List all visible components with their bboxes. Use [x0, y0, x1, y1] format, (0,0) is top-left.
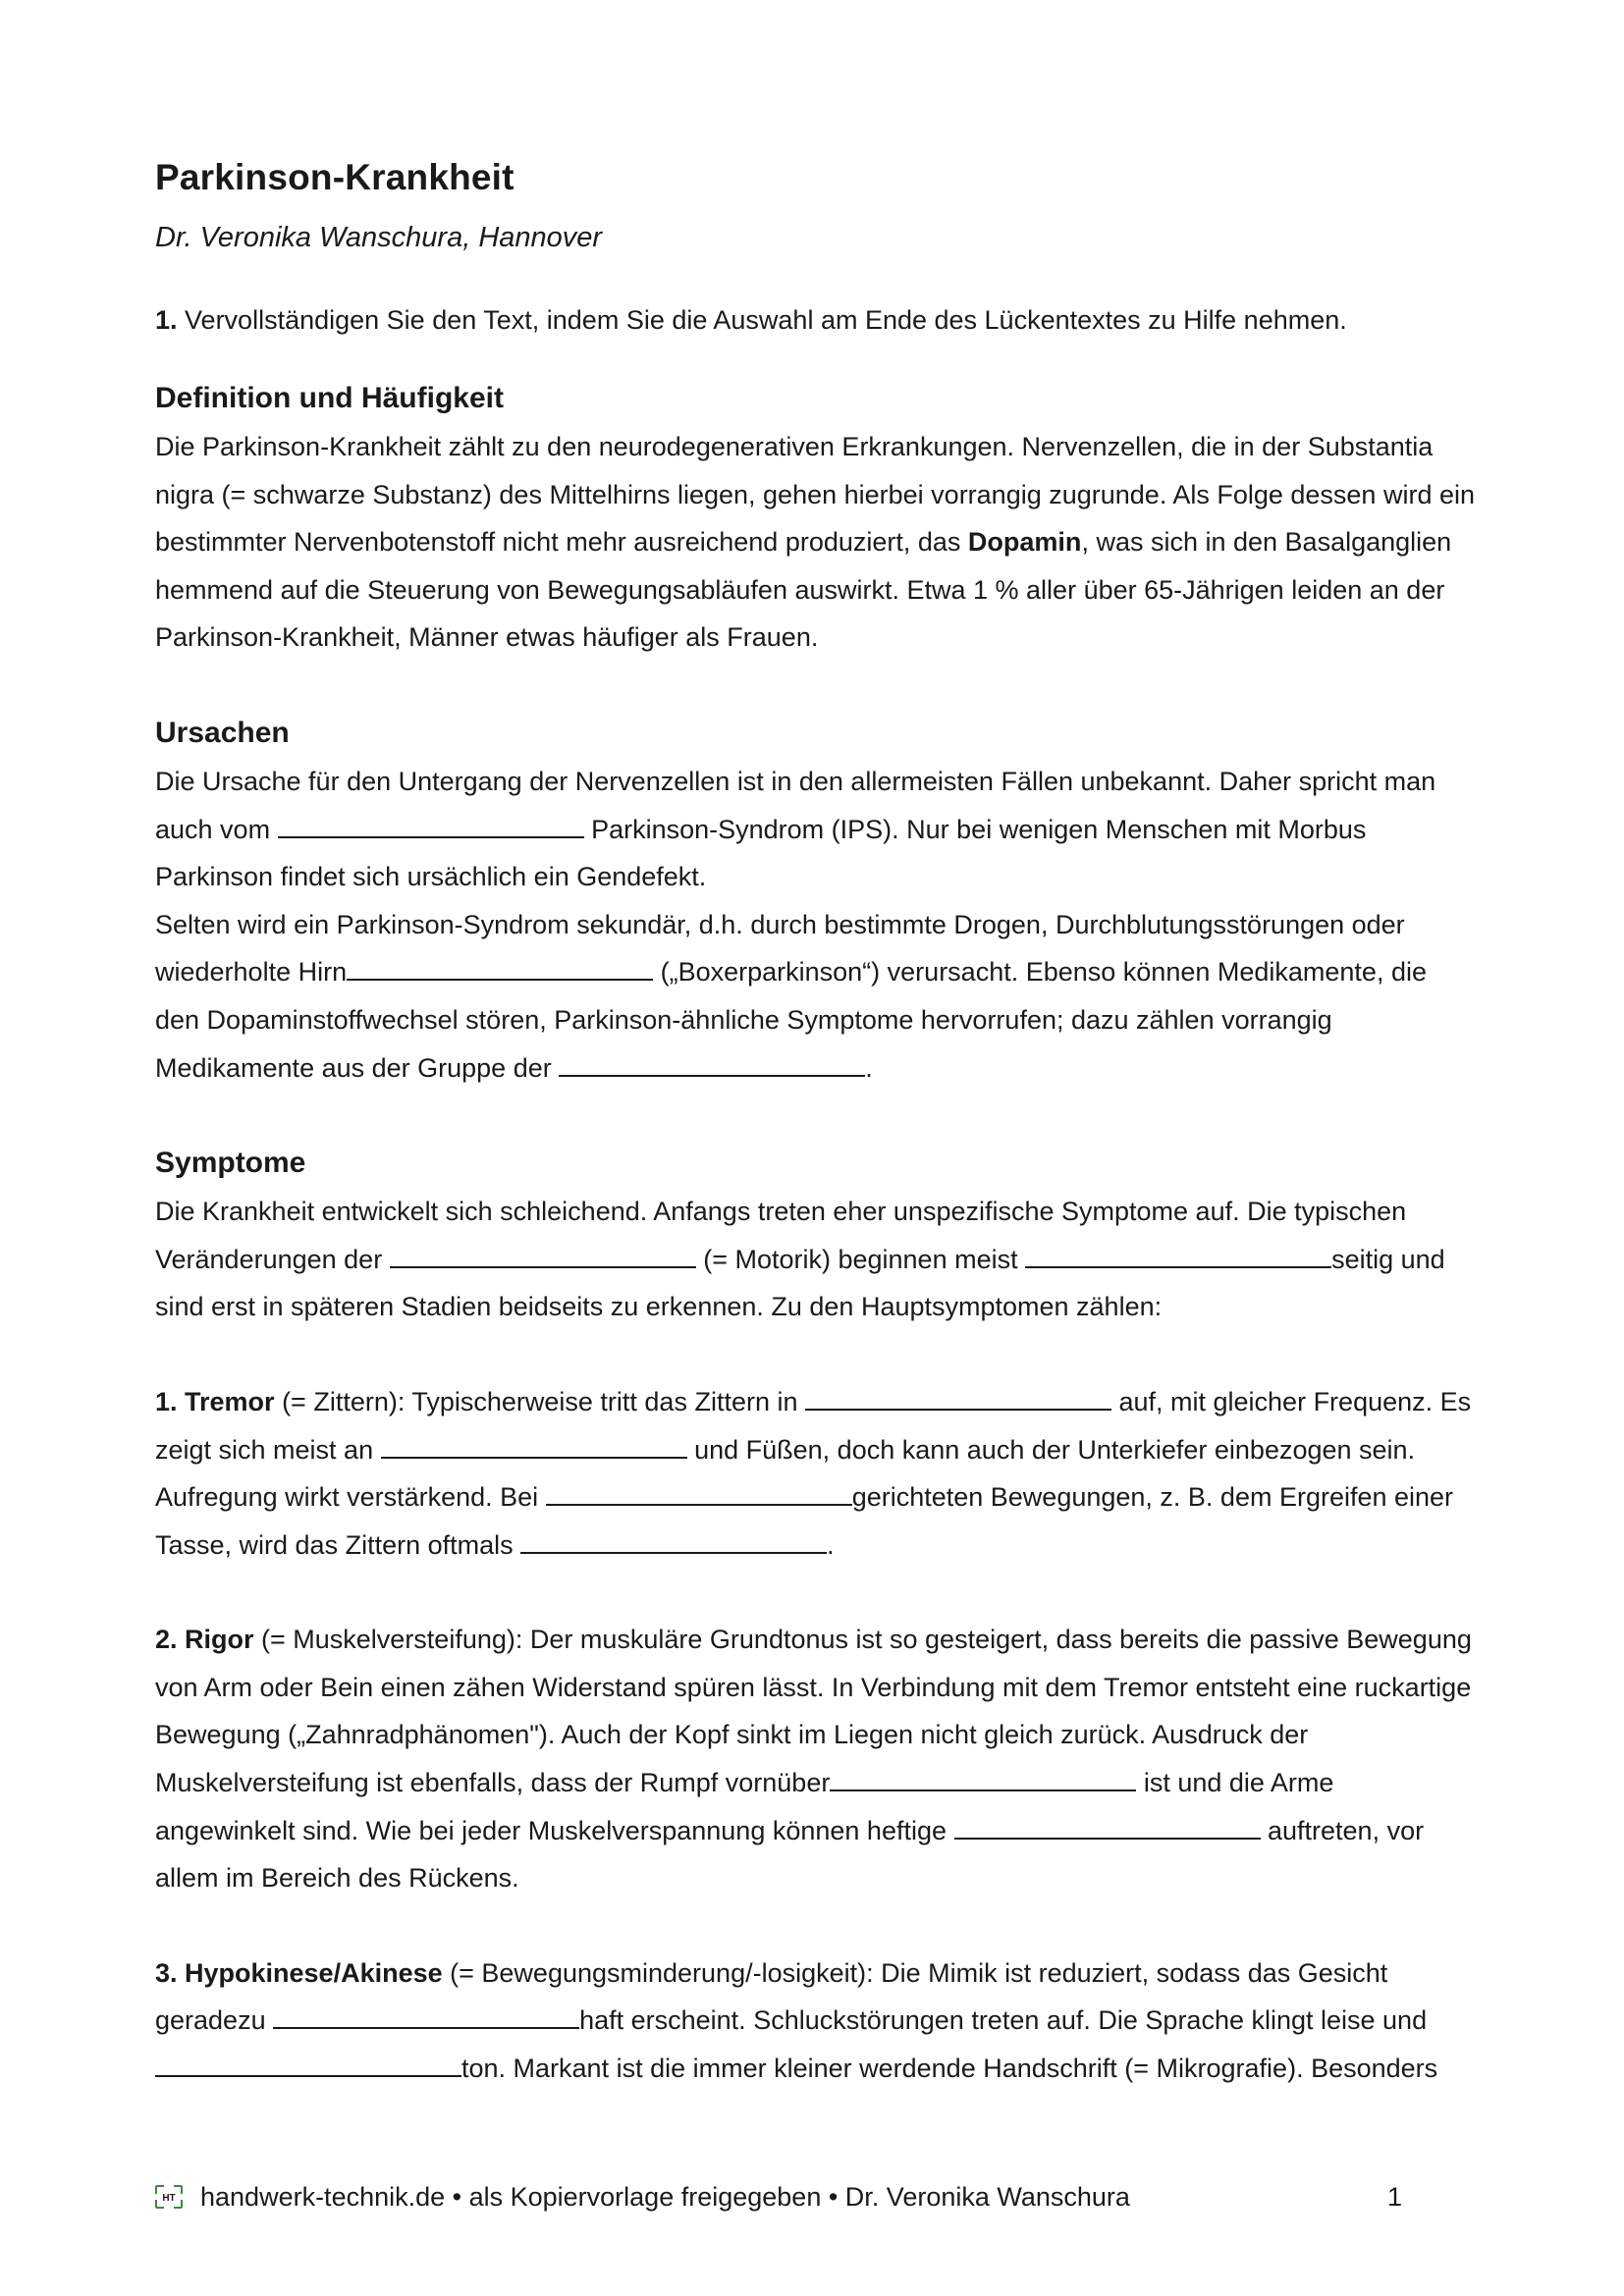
symptome-paragraph — [155, 1188, 1476, 1331]
blank-line[interactable] — [381, 1435, 687, 1459]
text-run: Die Parkinson-Krankheit zählt zu den neurodegenerativen Erkrankungen. Nervenzellen, die in der Substantia nigra (= schwarze Substanz) des Mittelhirns liegen, gehen hierbei vorrangig zugrunde. Als Folge dessen wird ein bestimmter Nervenbotenstoff nicht mehr ausreichend produziert, das — [155, 432, 1475, 558]
text-run: Die Ursache für den Untergang der Nervenzellen ist in den allermeisten Fällen unbekannt. Daher spricht man auch vom — [155, 766, 1436, 844]
blank-line[interactable] — [546, 1482, 852, 1506]
text-run: . — [827, 1529, 835, 1560]
section-definition — [155, 374, 1476, 662]
page-number: 1 — [1386, 2182, 1402, 2212]
text-run: („Boxerparkinson“) verursacht. Ebenso können Medikamente, die den Dopaminstoffwechsel stören, Parkinson-ähnliche Symptome hervorrufen; dazu zählen vorrangig Medikamente aus der Gruppe der — [155, 957, 1427, 1083]
publisher-logo-icon — [155, 2185, 183, 2209]
section-heading: Definition und Häufigkeit — [155, 382, 504, 414]
text-run: (= Bewegungsminderung/-losigkeit): Die Mimik ist reduziert, sodass das Gesicht geradezu — [155, 1957, 1388, 2036]
task-number: 1. — [155, 305, 178, 335]
section-heading: Ursachen — [155, 716, 290, 749]
symptom-label: 2. Rigor — [155, 1625, 254, 1655]
text-run: haft erscheint. Schluckstörungen treten auf. Die Sprache klingt leise und — [579, 2005, 1428, 2036]
text-run: Parkinson-Syndrom (IPS). Nur bei wenigen Menschen mit Morbus Parkinson findet sich ursächlich ein Gendefekt. — [155, 814, 1367, 892]
text-run: ton. Markant ist die immer kleiner werdende Handschrift (= Mikrografie). Besonders — [461, 2054, 1438, 2084]
symptom-label: 1. Tremor — [155, 1386, 275, 1416]
footer-text: handwerk-technik.de • als Kopiervorlage freigegeben • Dr. Veronika Wanschura — [200, 2182, 1130, 2212]
bold-term: Dopamin — [967, 527, 1082, 558]
text-run: , was sich in den Basalganglien hemmend auf die Steuerung von Bewegungsabläufen auswirkt. Etwa 1 % aller über 65-Jährigen leiden an der Parkinson-Krankheit, Männer etwas häufiger als Frauen. — [155, 527, 1452, 653]
text-run: Selten wird ein Parkinson-Syndrom sekundär, d.h. durch bestimmte Drogen, Durchblutungsstörungen oder wiederholte Hirn — [155, 909, 1405, 988]
svg-text:HT: HT — [162, 2193, 176, 2204]
text-run: auftreten, vor allem im Bereich des Rückens. — [155, 1815, 1425, 1894]
symptom-rigor — [155, 1616, 1476, 1902]
blank-line[interactable] — [278, 815, 584, 838]
text-run: (= Motorik) beginnen meist — [695, 1244, 1026, 1274]
blank-line[interactable] — [1025, 1245, 1331, 1268]
text-run: und Füßen, doch kann auch der Unterkiefer einbezogen sein. Aufregung wirkt verstärkend. Bei — [155, 1434, 1416, 1513]
text-run: auf, mit gleicher Frequenz. Es zeigt sich meist an — [155, 1386, 1472, 1465]
author-line: Dr. Veronika Wanschura, Hannover — [155, 222, 603, 253]
symptom-label: 3. Hypokinese/Akinese — [155, 1957, 443, 1988]
document-body — [155, 149, 1476, 2093]
blank-line[interactable] — [830, 1768, 1136, 1791]
blank-line[interactable] — [954, 1816, 1261, 1840]
text-run: . — [865, 1052, 873, 1083]
blank-line[interactable] — [520, 1530, 827, 1554]
task-text: Vervollständigen Sie den Text, indem Sie die Auswahl am Ende des Lückentextes zu Hilfe nehmen. — [177, 305, 1347, 335]
document-title: Parkinson-Krankheit — [155, 157, 514, 197]
text-run: ist und die Arme angewinkelt sind. Wie bei jeder Muskelverspannung können heftige — [155, 1768, 1334, 1845]
blank-line[interactable] — [347, 957, 653, 981]
definition-paragraph — [155, 423, 1476, 662]
blank-line[interactable] — [273, 2005, 579, 2029]
symptom-hypokinese — [155, 1949, 1476, 2093]
text-run: (= Zittern): Typischerweise tritt das Zittern in — [274, 1386, 805, 1416]
section-heading: Symptome — [155, 1147, 306, 1180]
task-instruction — [155, 296, 1476, 345]
page-footer — [155, 2177, 1402, 2216]
ursachen-paragraph — [155, 758, 1476, 1092]
blank-line[interactable] — [390, 1245, 696, 1268]
section-ursachen — [155, 709, 1476, 1092]
section-symptome — [155, 1139, 1476, 2093]
text-run: gerichteten Bewegungen, z. B. dem Ergreifen einer Tasse, wird das Zittern oftmals — [155, 1482, 1454, 1560]
blank-line[interactable] — [559, 1053, 865, 1077]
symptom-tremor — [155, 1378, 1476, 1569]
text-run: (= Muskelversteifung): Der muskuläre Grundtonus ist so gesteigert, dass bereits die passive Bewegung von Arm oder Bein einen zähen Widerstand spüren lässt. In Verbindung mit dem Tremor entsteht eine ruckartige Bewegung („Zahnradphänomen"). Auch der Kopf sinkt im Liegen nicht gleich zurück. Ausdruck der Muskelversteifung ist ebenfalls, dass der Rumpf vornüber — [155, 1625, 1472, 1798]
blank-line[interactable] — [155, 2054, 461, 2077]
blank-line[interactable] — [805, 1387, 1111, 1411]
text-run: seitig und sind erst in späteren Stadien beidseits zu erkennen. Zu den Hauptsymptomen zählen: — [155, 1244, 1445, 1322]
text-run: Die Krankheit entwickelt sich schleichend. Anfangs treten eher unspezifische Symptome auf. Die typischen Veränderungen der — [155, 1197, 1407, 1274]
